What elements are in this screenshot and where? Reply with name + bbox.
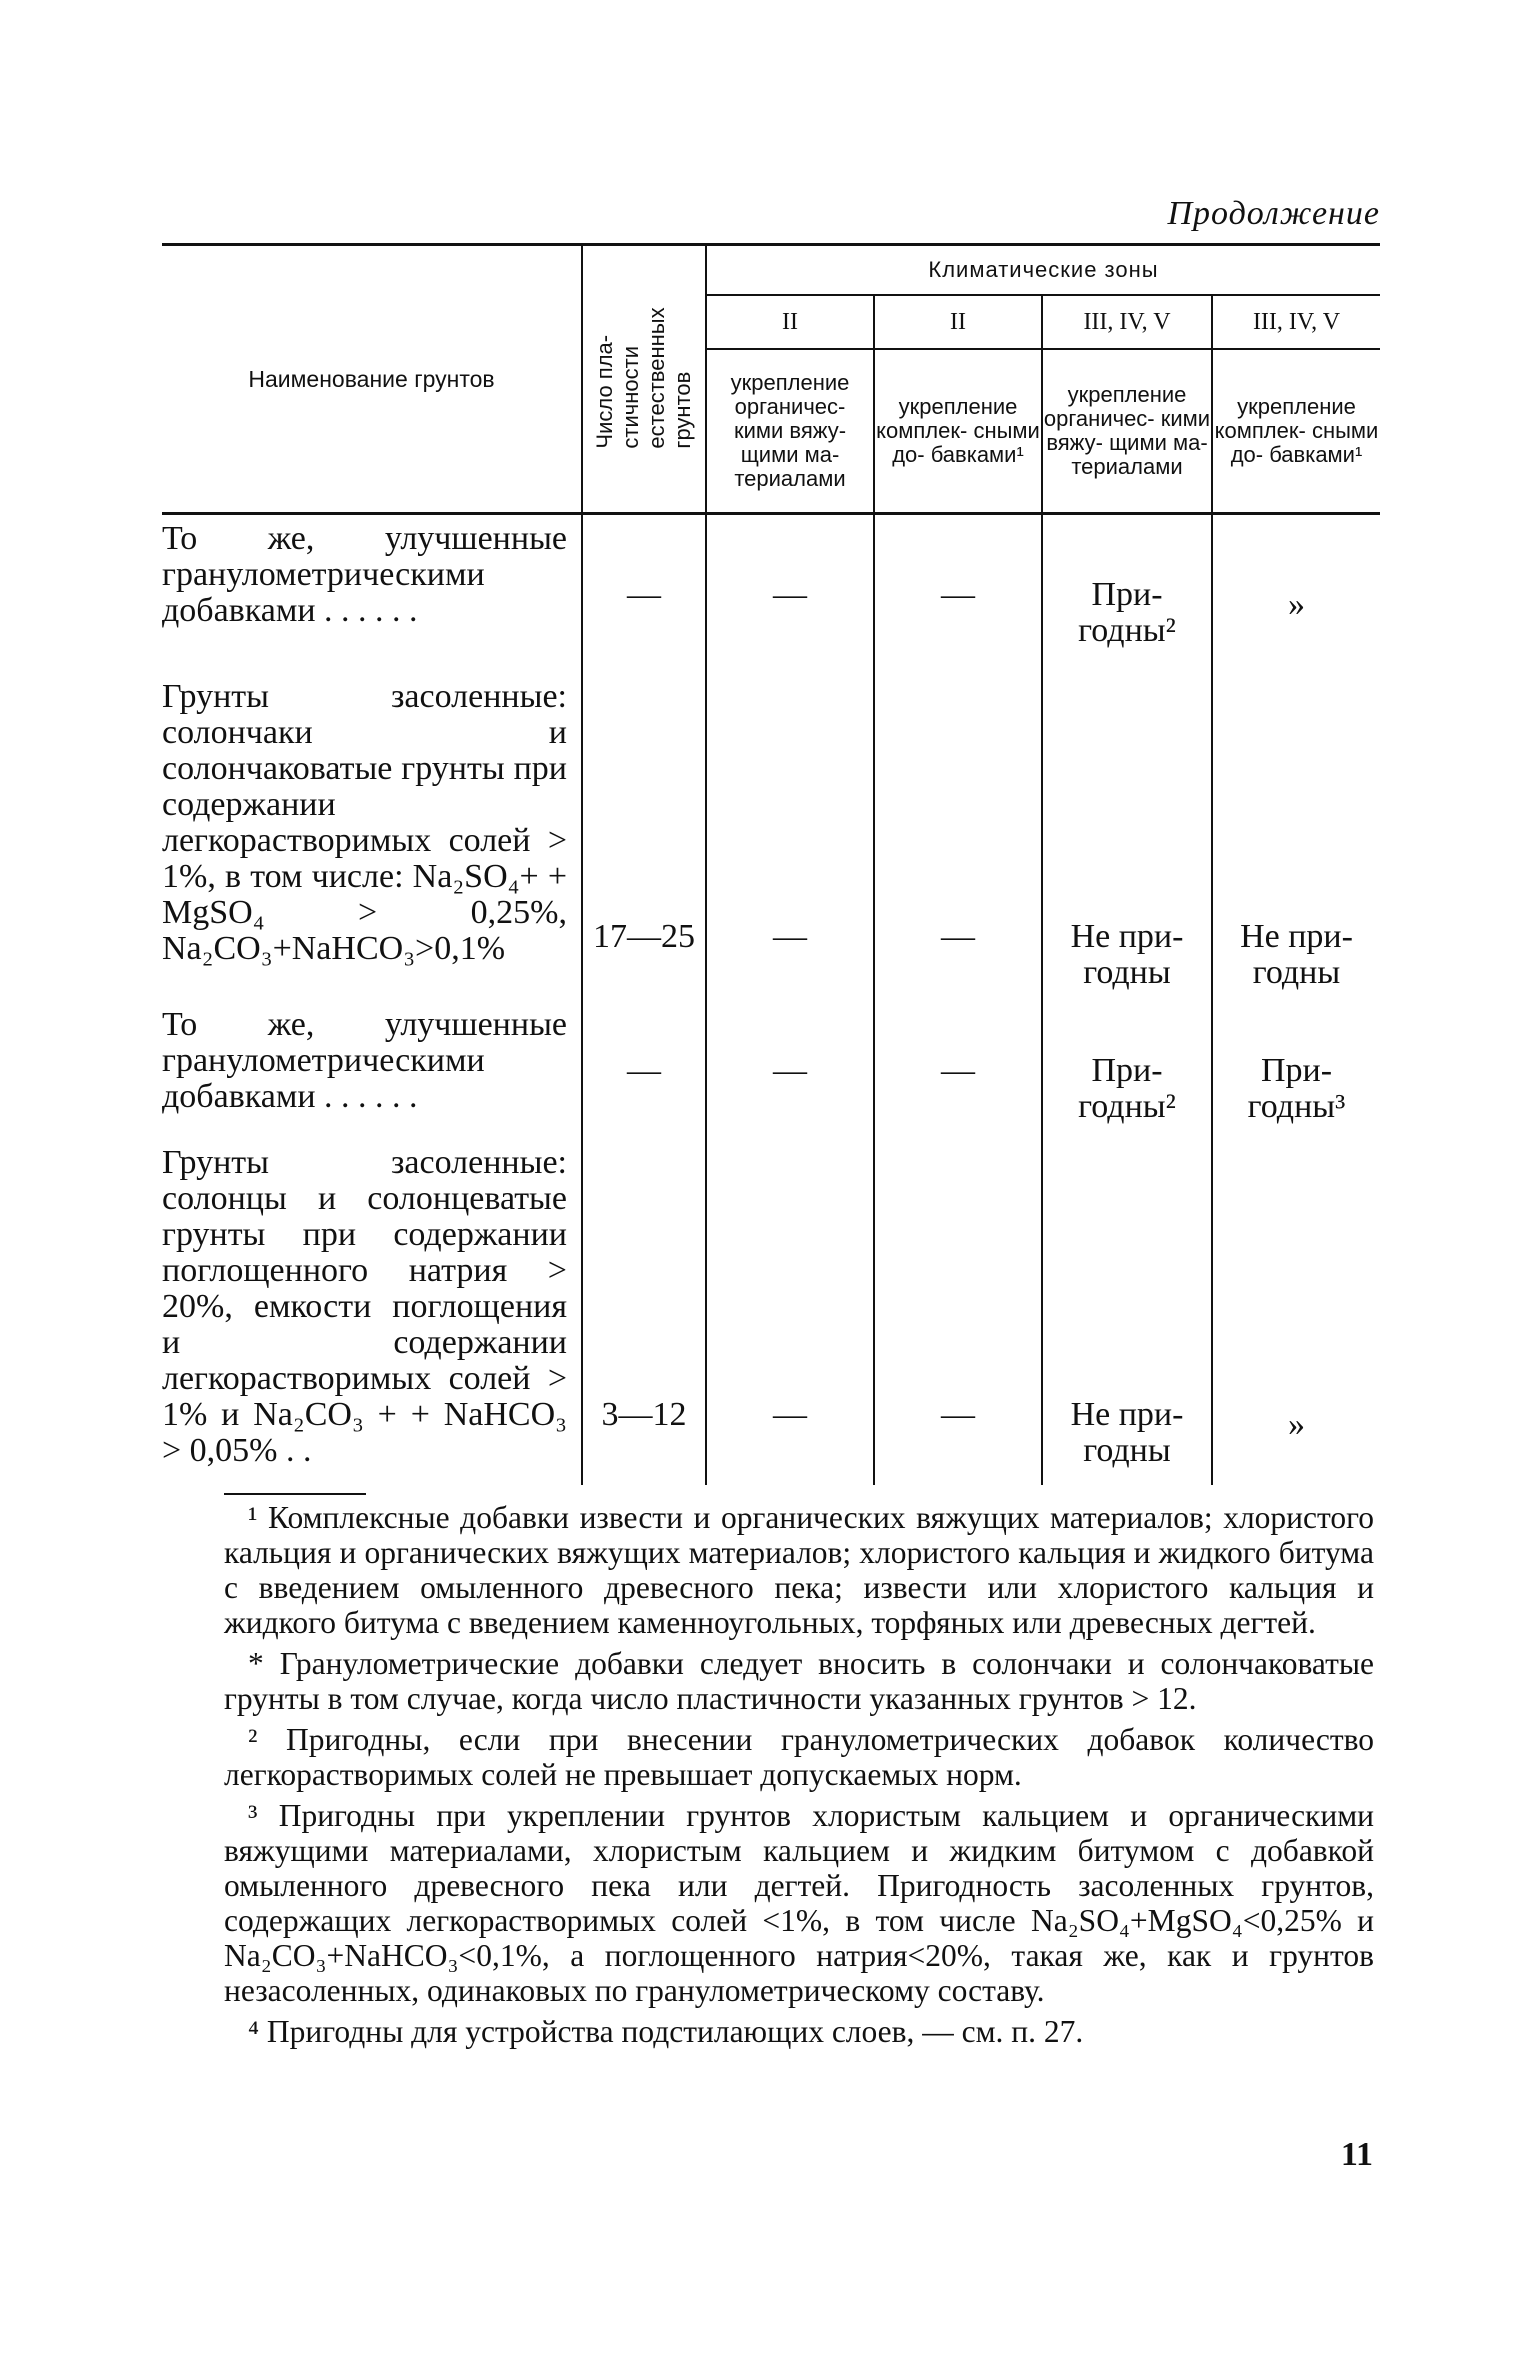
row-zone-3-value: При- годны²: [1078, 576, 1176, 649]
row-zone-3-value: Не при- годны: [1070, 1396, 1184, 1469]
header-method-3: укрепление органичес- кими вяжу- щими ма- териалами: [1042, 349, 1212, 514]
row-zone-3-value: Не при- годны: [1070, 918, 1184, 991]
page-number: 11: [1340, 2136, 1373, 2173]
row-soil-name: Грунты засоленные: солончаки и солончаковатые грунты при содержании легкорастворимых солей > 1%, в том числе: Na₂SO₄+ + MgSO₄ > 0,25%, Na₂CO₃+NaHCO₃>0,1%: [162, 678, 567, 967]
row-zone-4-value: Не при- годны: [1240, 918, 1353, 991]
row-plasticity: 3—12: [601, 1396, 687, 1433]
header-method-2: укрепление комплек- сными до- бавками¹: [874, 349, 1042, 514]
row-zone-4-value: »: [1288, 1406, 1305, 1443]
row-zone-1-value: —: [773, 1396, 807, 1433]
row-zone-3-value: При- годны²: [1078, 1052, 1176, 1125]
header-soil-name: Наименование грунтов: [162, 245, 582, 514]
row-zone-1-value: —: [773, 918, 807, 955]
footnote: * Гранулометрические добавки следует вносить в солончаки и солончаковатые грунты в том случае, когда число пластичности указанных грунтов > 12.: [224, 1646, 1374, 1716]
header-method-4: укрепление комплек- сными до- бавками¹: [1212, 349, 1380, 514]
header-plasticity: [582, 245, 706, 514]
footnote: ³ Пригодны при укреплении грунтов хлористым кальцием и органическими вяжущими материалами, хлористым кальцием и жидким битумом с добавкой омыленного древесного пека или дегтей. Пригодность засоленных грунтов, содержащих легкорастворимых солей <1%, в том числе Na₂SO₄+MgSO₄<0,25% и Na₂CO₃+NaHCO₃<0,1%, а поглощенного натрия<20%, такая же, как и грунтов незасоленных, одинаковых по гранулометрическому составу.: [224, 1798, 1374, 2008]
row-zone-2-value: —: [941, 1052, 975, 1089]
footnote: ² Пригодны, если при внесении гранулометрических добавок количество легкорастворимых солей не превышает допускаемых норм.: [224, 1722, 1374, 1792]
row-zone-1-value: —: [773, 576, 807, 613]
continuation-label: Продолжение: [1167, 195, 1380, 232]
row-soil-name: То же, улучшенные гранулометрическими добавками . . . . . .: [162, 520, 567, 629]
header-zone-1: II: [706, 295, 874, 349]
row-zone-4-value: При- годны³: [1247, 1052, 1346, 1125]
table-row: [162, 514, 1380, 674]
table-row: [162, 1139, 1380, 1485]
header-zone-3: III, IV, V: [1042, 295, 1212, 349]
header-plasticity-text: Число пла- стичности естественных грунтов: [592, 307, 695, 449]
soil-table: [162, 243, 1380, 1485]
footnote: ⁴ Пригодны для устройства подстилающих слоев, — см. п. 27.: [248, 2014, 1084, 2049]
row-zone-2-value: —: [941, 576, 975, 613]
row-zone-2-value: —: [941, 1396, 975, 1433]
row-plasticity: —: [627, 1052, 661, 1089]
row-zone-4-value: »: [1288, 586, 1305, 623]
table-row: [162, 1001, 1380, 1139]
header-zone-4: III, IV, V: [1212, 295, 1380, 349]
row-soil-name: Грунты засоленные: солонцы и солонцеватые грунты при содержании поглощенного натрия > 20%, емкости поглощения и содержании легкорастворимых солей > 1% и Na₂CO₃ + + NaHCO₃ > 0,05% . .: [162, 1144, 567, 1469]
row-zone-1-value: —: [773, 1052, 807, 1089]
row-zone-2-value: —: [941, 918, 975, 955]
header-climate-zones: Климатические зоны: [706, 245, 1380, 296]
header-method-1: укрепление органичес- кими вяжу- щими ма- териалами: [706, 349, 874, 514]
row-plasticity: 17—25: [593, 918, 695, 955]
table-row: [162, 673, 1380, 1001]
header-zone-2: II: [874, 295, 1042, 349]
footnote-divider: [224, 1493, 366, 1495]
footnotes: [224, 1500, 1374, 2055]
row-plasticity: —: [627, 576, 661, 613]
footnote: ¹ Комплексные добавки извести и органических вяжущих материалов; хлористого кальция и органических вяжущих материалов; хлористого кальция и жидкого битума с введением омыленного древесного пека; извести или хлористого кальция и жидкого битума с введением каменноугольных, торфяных или древесных дегтей.: [224, 1500, 1374, 1640]
row-soil-name: То же, улучшенные гранулометрическими добавками . . . . . .: [162, 1006, 567, 1115]
